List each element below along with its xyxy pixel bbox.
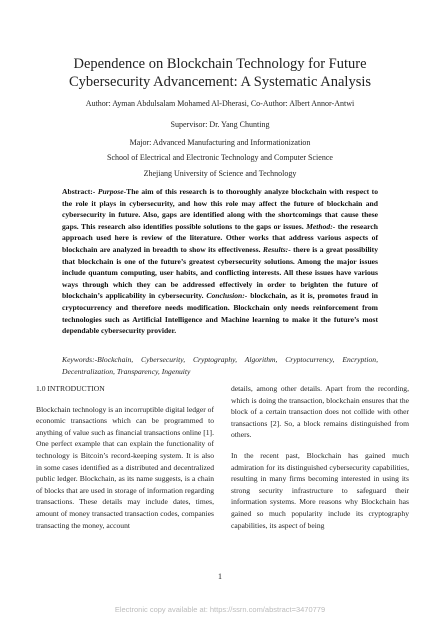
title-line-1: Dependence on Blockchain Technology for Future [73,56,367,72]
left-column [36,383,214,531]
abstract [62,186,378,337]
major-line: Major: Advanced Manufacturing and Informationization [129,138,311,147]
supervisor-line: Supervisor: Dr. Yang Chunting [170,120,270,129]
method-label: Method:- [306,221,336,231]
keywords: Keywords:-Blockchain, Cybersecurity, Cryptography, Algorithm, Cryptocurrency, Encryption, Decentralization, Transparency, Ingenuity [62,355,378,376]
ssrn-footer: Electronic copy available at: https://ssrn.com/abstract=3470779 [114,605,326,614]
title-line-2: Cybersecurity Advancement: A Systematic Analysis [68,74,372,90]
paper-title [40,55,400,91]
intro-paragraph-2: details, among other details. Apart from the recording, which is doing the transaction, blockchain ensures that the block of a certain transaction does not collide with other transactions [2]. So, a block remains distinguished from others. [231,384,409,440]
intro-paragraph-1: Blockchain technology is an incorruptible digital ledger of economic transactions which can be programmed to anything of value such as financial transactions online [1]. One perfect example that can explain the functionality of technology is Bitcoin’s record-keeping system. It is also in some cases identified as a distributed and decentralized public ledger. Blockchain, as its name suggests, is a chain of blocks that are used in storage of information regarding transactions. These details may include dates, times, amount of money transacted transaction codes, companies transacting the money, account [36,404,214,530]
abstract-conclusion-text: blockchain, as it is, promotes fraud in cryptocurrency and therefore needs modification. Blockchain only needs reinforcement from technologies such as Artificial Intelligence and Machine learning to make it the future’s most dependable cybersecurity provider. [62,291,378,336]
university-line: Zhejiang University of Science and Technology [143,169,297,178]
abstract-results-text: there is a great possibility that blockchain is one of the future’s greatest cybersecurity solutions. Among the major issues include quantum computing, user habits, and conflicting interests. All these issues have various ways through which they can be addressed effectively in order to brighten the future of blockchain’s applicability in cybersecurity. [62,244,378,301]
conclusion-label: Conclusion:- [206,291,248,301]
abstract-purpose-text: The aim of this research is to thoroughly analyze blockchain with respect to the role it plays in cybersecurity, and how this role may affect the future of blockchain and cybersecurity in future. Also, gaps are identified along with the shortcomings that cause these gaps. This research also identifies possible solutions to the gaps or issues. [62,187,378,231]
purpose-label: Purpose- [97,187,127,196]
results-label: Results:- [262,244,291,254]
right-column [231,383,409,531]
intro-paragraph-3: In the recent past, Blockchain has gained much admiration for its distinguished cybersecurity capabilities, resulting in many firms becoming interested in using its strong security infrastructure to safeguard their information systems. More reasons why Blockchain has gained so much popularity include its cryptography capabilities, its aspect of being [231,450,409,530]
author-line: Author: Ayman Abdulsalam Mohamed Al-Dherasi, Co-Author: Albert Annor-Antwi [85,99,355,108]
abstract-method-text: the research approach used here is review of the literature. Other works that address various aspects of blockchain are analyzed in breadth to show its effectiveness. [62,221,378,254]
page-number: 1 [218,572,222,581]
abstract-label: Abstract:- [62,187,96,196]
section-heading: 1.0 INTRODUCTION [36,384,105,393]
school-line: School of Electrical and Electronic Technology and Computer Science [107,153,333,162]
